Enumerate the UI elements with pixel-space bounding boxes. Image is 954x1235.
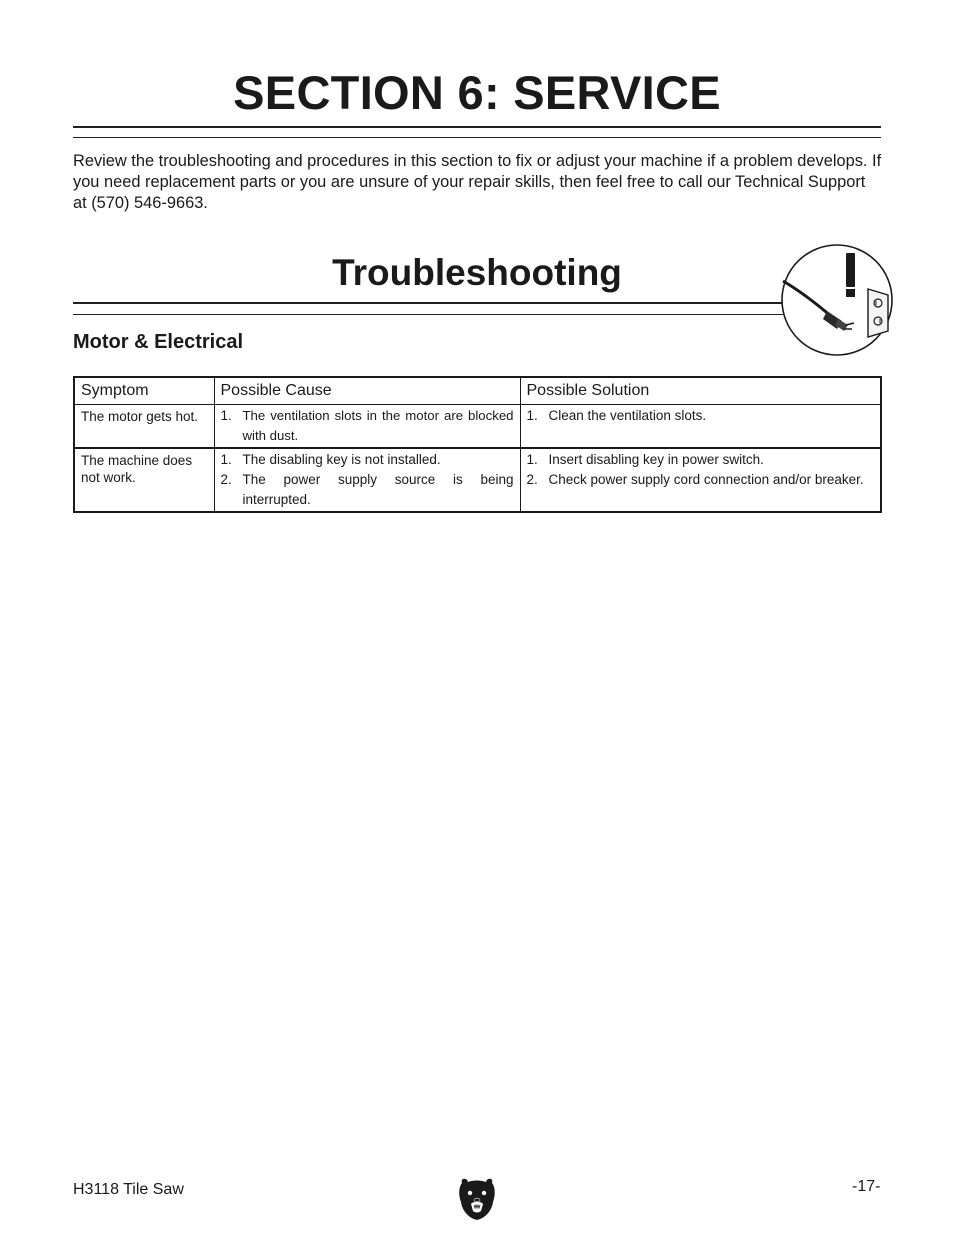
exclamation-plug-outlet-icon: [780, 243, 894, 357]
item-text: The ventilation slots in the motor are blocked with dust.: [242, 408, 514, 443]
table-row: [74, 448, 881, 512]
table-row: [74, 405, 881, 449]
list-item: [221, 406, 514, 446]
table-header-row: [74, 377, 881, 405]
symptom-cell: The motor gets hot.: [74, 405, 214, 449]
section-title: SECTION 6: SERVICE: [233, 66, 721, 119]
item-number: 1.: [220, 408, 232, 423]
item-number: 1.: [220, 452, 232, 467]
troubleshooting-rule-bottom: [73, 314, 785, 315]
bear-head-logo-icon: [458, 1177, 496, 1221]
list-item: [527, 406, 875, 426]
list-item: [221, 450, 514, 470]
item-text: The disabling key is not installed.: [242, 452, 441, 467]
intro-paragraph: Review the troubleshooting and procedures in this section to fix or adjust your machine if a problem develops. If you need replacement parts or you are unsure of your repair skills, then feel free to call our Technical Support at (570) 546-9663.: [73, 152, 882, 212]
title-rule-top: [73, 126, 881, 128]
header-possible-solution: Possible Solution: [520, 377, 881, 405]
list-item: [527, 450, 875, 470]
header-symptom: Symptom: [74, 377, 214, 405]
motor-electrical-subheading: Motor & Electrical: [73, 331, 244, 353]
cause-cell: [214, 405, 520, 449]
item-text: Clean the ventilation slots.: [548, 408, 707, 423]
list-item: [527, 470, 875, 490]
list-item: [221, 470, 514, 510]
item-number: 1.: [526, 452, 538, 467]
troubleshooting-table: [73, 376, 882, 513]
item-number: 2.: [526, 472, 538, 487]
item-text: Check power supply cord connection and/or breaker.: [548, 472, 864, 487]
troubleshooting-heading: Troubleshooting: [332, 252, 622, 293]
troubleshooting-rule-top: [73, 302, 785, 304]
footer-model: H3118 Tile Saw: [73, 1181, 184, 1198]
item-text: Insert disabling key in power switch.: [548, 452, 764, 467]
item-number: 1.: [526, 408, 538, 423]
footer-page-number: -17-: [852, 1178, 881, 1195]
solution-cell: [520, 405, 881, 449]
solution-cell: [520, 448, 881, 512]
item-text: The power supply source is being interrupted.: [242, 472, 514, 507]
cause-cell: [214, 448, 520, 512]
title-rule-bottom: [73, 137, 881, 138]
header-possible-cause: Possible Cause: [214, 377, 520, 405]
symptom-cell: The machine does not work.: [74, 448, 214, 512]
item-number: 2.: [220, 472, 232, 487]
